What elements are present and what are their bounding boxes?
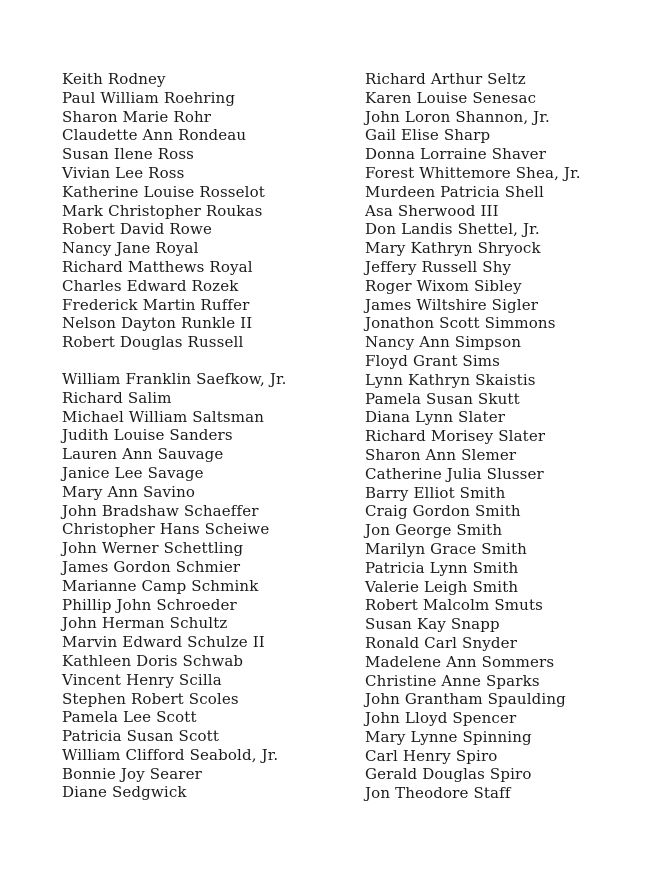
name-entry: William Franklin Saefkow, Jr. [62, 369, 287, 388]
name-entry: Barry Elliot Smith [365, 483, 506, 502]
name-entry: Valerie Leigh Smith [365, 577, 519, 596]
name-entry: Stephen Robert Scoles [62, 689, 239, 708]
name-entry: Madelene Ann Sommers [365, 652, 555, 671]
name-entry: Katherine Louise Rosselot [62, 182, 265, 201]
name-entry: Susan Kay Snapp [365, 615, 500, 634]
name-entry: Jon George Smith [365, 521, 503, 540]
name-entry: Vivian Lee Ross [62, 163, 185, 182]
name-entry: Ronald Carl Snyder [365, 633, 518, 652]
name-entry: Marianne Camp Schmink [62, 576, 259, 595]
right-name-column [365, 70, 640, 803]
name-entry: Forest Whittemore Shea, Jr. [365, 163, 581, 182]
group-separator [62, 352, 352, 370]
name-entry: Lauren Ann Sauvage [62, 445, 224, 464]
name-entry: Frederick Martin Ruffer [62, 295, 250, 314]
name-entry: Robert David Rowe [62, 220, 212, 239]
name-entry: Robert Malcolm Smuts [365, 596, 543, 615]
name-entry: Keith Rodney [62, 70, 166, 88]
name-entry: Kathleen Doris Schwab [62, 651, 244, 670]
name-entry: Richard Salim [62, 388, 172, 407]
name-entry: Claudette Ann Rondeau [62, 126, 247, 145]
name-entry: Nelson Dayton Runkle II [62, 314, 253, 333]
name-entry: Charles Edward Rozek [62, 276, 239, 295]
name-entry: John Herman Schultz [62, 614, 228, 633]
name-entry: Jeffery Russell Shy [365, 257, 512, 276]
name-entry: Mary Ann Savino [62, 482, 196, 501]
name-entry: Bonnie Joy Searer [62, 764, 202, 783]
name-entry: Pamela Susan Skutt [365, 389, 520, 408]
name-entry: Roger Wixom Sibley [365, 276, 522, 295]
name-entry: Asa Sherwood III [365, 201, 499, 220]
name-entry: Nancy Ann Simpson [365, 333, 522, 352]
name-entry: Mary Kathryn Shryock [365, 239, 541, 258]
name-entry: William Clifford Seabold, Jr. [62, 745, 279, 764]
name-entry: Marvin Edward Schulze II [62, 633, 265, 652]
name-entry: Richard Morisey Slater [365, 427, 546, 446]
name-entry: Phillip John Schroeder [62, 595, 237, 614]
name-entry: Christopher Hans Scheiwe [62, 520, 270, 539]
name-entry: John Werner Schettling [62, 539, 244, 558]
name-entry: John Lloyd Spencer [365, 709, 517, 728]
name-entry: Catherine Julia Slusser [365, 464, 544, 483]
name-entry: Patricia Lynn Smith [365, 558, 519, 577]
name-entry: Paul William Roehring [62, 88, 236, 107]
name-entry: Murdeen Patricia Shell [365, 182, 544, 201]
name-entry: Diana Lynn Slater [365, 408, 506, 427]
name-entry: Nancy Jane Royal [62, 239, 199, 258]
name-entry: John Bradshaw Schaeffer [62, 501, 259, 520]
name-entry: Jonathon Scott Simmons [365, 314, 556, 333]
name-entry: Robert Douglas Russell [62, 333, 244, 352]
name-entry: Floyd Grant Sims [365, 351, 501, 370]
name-entry: Jon Theodore Staff [365, 784, 511, 803]
name-entry: Patricia Susan Scott [62, 727, 220, 746]
name-entry: Richard Arthur Seltz [365, 70, 526, 88]
name-entry: John Grantham Spaulding [365, 690, 566, 709]
name-entry: Judith Louise Sanders [62, 426, 233, 445]
name-entry: Mark Christopher Roukas [62, 201, 263, 220]
name-entry: Karen Louise Senesac [365, 88, 537, 107]
name-entry: John Loron Shannon, Jr. [365, 107, 550, 126]
name-entry: Richard Matthews Royal [62, 257, 253, 276]
name-entry: James Gordon Schmier [62, 557, 241, 576]
name-entry: Donna Lorraine Shaver [365, 145, 547, 164]
name-entry: Pamela Lee Scott [62, 708, 197, 727]
name-entry: Gerald Douglas Spiro [365, 765, 532, 784]
name-entry: Sharon Marie Rohr [62, 107, 212, 126]
name-entry: Marilyn Grace Smith [365, 539, 527, 558]
name-entry: Janice Lee Savage [62, 463, 204, 482]
name-entry: Vincent Henry Scilla [62, 670, 222, 689]
name-entry: Don Landis Shettel, Jr. [365, 220, 540, 239]
name-entry: Carl Henry Spiro [365, 746, 498, 765]
name-entry: Craig Gordon Smith [365, 502, 521, 521]
name-entry: James Wiltshire Sigler [365, 295, 539, 314]
name-entry: Lynn Kathryn Skaistis [365, 370, 536, 389]
name-entry: Christine Anne Sparks [365, 671, 540, 690]
name-entry: Diane Sedgwick [62, 783, 187, 802]
left-name-column [62, 70, 352, 802]
name-entry: Mary Lynne Spinning [365, 727, 532, 746]
name-entry: Gail Elise Sharp [365, 126, 491, 145]
name-entry: Sharon Ann Slemer [365, 445, 517, 464]
name-entry: Michael William Saltsman [62, 407, 265, 426]
name-entry: Susan Ilene Ross [62, 145, 195, 164]
